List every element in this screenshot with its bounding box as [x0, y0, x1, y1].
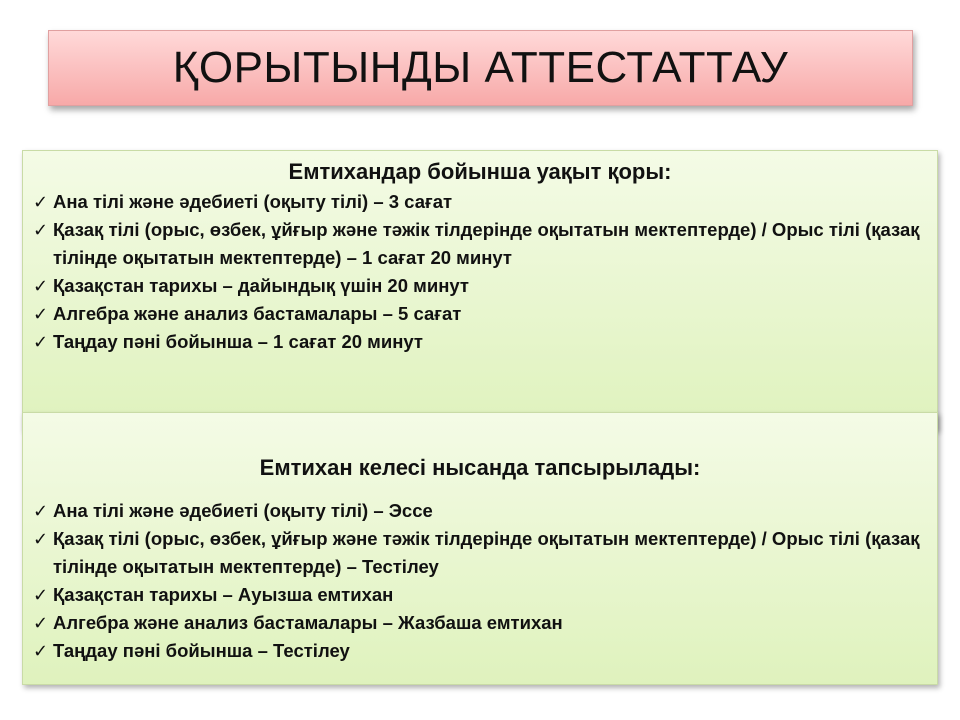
item-text: Қазақ тілі (орыс, өзбек, ұйғыр және тәжік тілдерінде оқытатын мектептерде) / Орыс тілі (қазақ тілінде оқытатын мектептерде) – 1 сағат 20 минут — [53, 219, 920, 268]
time-allotment-panel — [22, 150, 938, 430]
list-item — [33, 497, 937, 525]
list-item — [33, 637, 937, 665]
check-icon: ✓ — [33, 304, 49, 324]
item-text: Ана тілі және әдебиеті (оқыту тілі) – Эссе — [53, 500, 433, 521]
list-item — [33, 216, 937, 272]
list-item — [33, 300, 937, 328]
exam-form-heading: Емтихан келесі нысанда тапсырылады: — [259, 455, 701, 480]
check-icon: ✓ — [33, 529, 49, 549]
item-text: Таңдау пәні бойынша – 1 сағат 20 минут — [53, 331, 423, 352]
check-icon: ✓ — [33, 276, 49, 296]
item-text: Қазақстан тарихы – дайындық үшін 20 минут — [53, 275, 469, 296]
item-text: Қазақстан тарихы – Ауызша емтихан — [53, 584, 394, 605]
exam-form-panel — [22, 412, 938, 685]
list-item — [33, 188, 937, 216]
item-text: Алгебра және анализ бастамалары – 5 сағат — [53, 303, 462, 324]
item-text: Қазақ тілі (орыс, өзбек, ұйғыр және тәжік тілдерінде оқытатын мектептерде) / Орыс тілі (қазақ тілінде оқытатын мектептерде) – Тестілеу — [53, 528, 920, 577]
check-icon: ✓ — [33, 501, 49, 521]
check-icon: ✓ — [33, 220, 49, 240]
item-text: Ана тілі және әдебиеті (оқыту тілі) – 3 сағат — [53, 191, 453, 212]
list-item — [33, 609, 937, 637]
time-allotment-heading: Емтихандар бойынша уақыт қоры: — [288, 159, 672, 184]
check-icon: ✓ — [33, 641, 49, 661]
check-icon: ✓ — [33, 192, 49, 212]
title-banner — [48, 30, 913, 106]
list-item — [33, 272, 937, 300]
page-title: ҚОРЫТЫНДЫ АТТЕСТАТТАУ — [172, 43, 789, 92]
item-text: Алгебра және анализ бастамалары – Жазбаша емтихан — [53, 612, 563, 633]
item-text: Таңдау пәні бойынша – Тестілеу — [53, 640, 350, 661]
list-item — [33, 581, 937, 609]
list-item — [33, 328, 937, 356]
time-allotment-list — [23, 188, 937, 356]
list-item — [33, 525, 937, 581]
check-icon: ✓ — [33, 332, 49, 352]
check-icon: ✓ — [33, 613, 49, 633]
exam-form-list — [23, 497, 937, 665]
check-icon: ✓ — [33, 585, 49, 605]
